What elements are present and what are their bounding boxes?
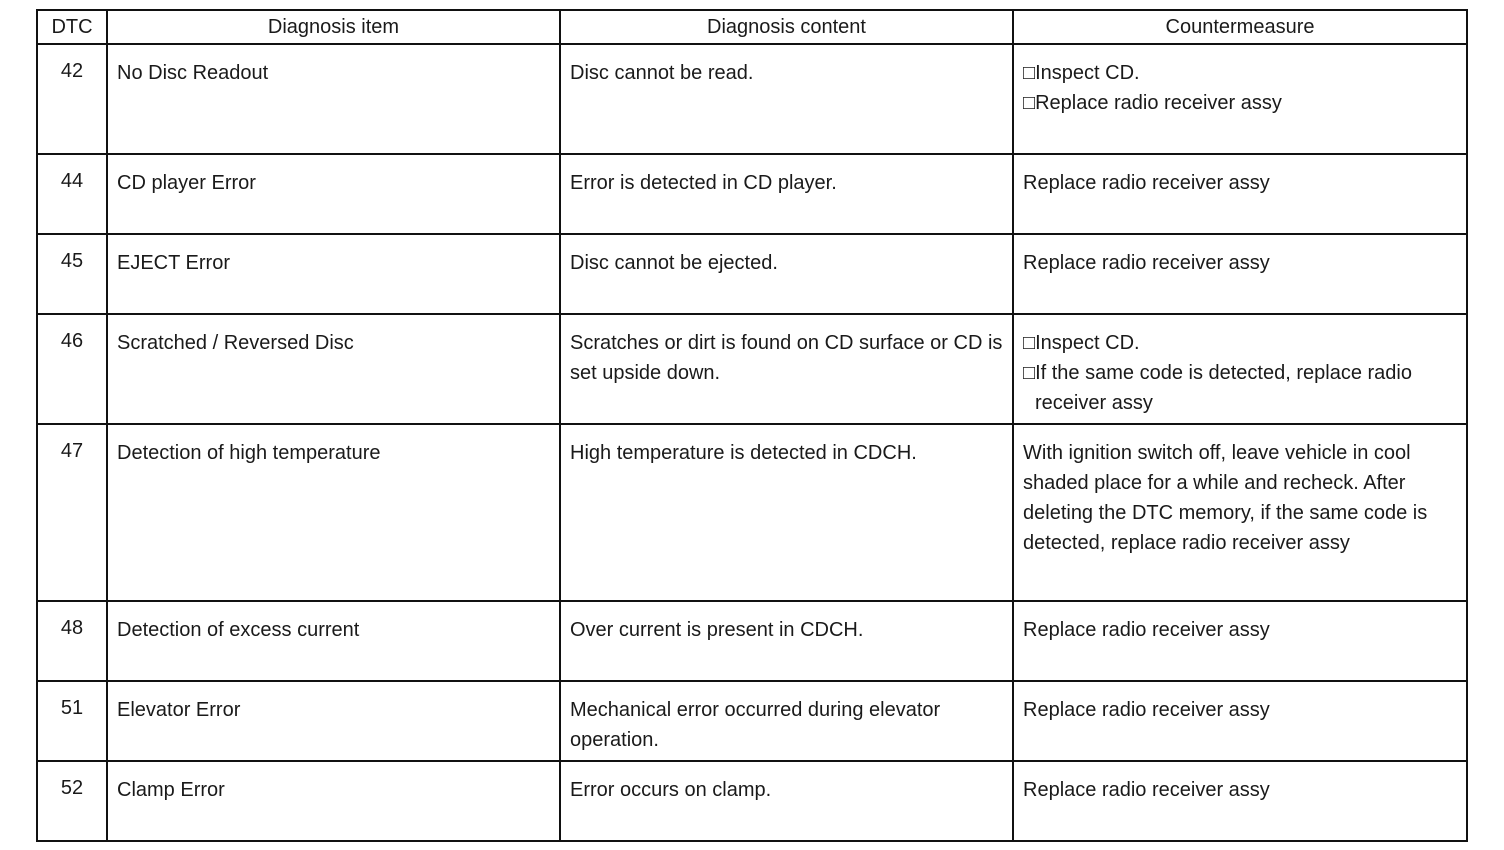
dtc-code: 44 bbox=[37, 154, 107, 234]
diagnosis-content: Disc cannot be ejected. bbox=[560, 234, 1013, 314]
diagnosis-item: EJECT Error bbox=[107, 234, 560, 314]
table-row bbox=[37, 601, 1467, 681]
countermeasure-line: Replace radio receiver assy bbox=[1023, 619, 1270, 641]
countermeasure-line: Replace radio receiver assy bbox=[1023, 779, 1270, 801]
diagnosis-content: Disc cannot be read. bbox=[560, 44, 1013, 154]
countermeasure-line: □Replace radio receiver assy bbox=[1023, 92, 1282, 114]
countermeasure-line: □Inspect CD. bbox=[1023, 62, 1140, 84]
diagnosis-item: Elevator Error bbox=[107, 681, 560, 761]
header-diagnosis-content: Diagnosis content bbox=[560, 10, 1013, 44]
diagnosis-item: Clamp Error bbox=[107, 761, 560, 841]
countermeasure bbox=[1013, 424, 1467, 601]
dtc-code: 42 bbox=[37, 44, 107, 154]
countermeasure bbox=[1013, 314, 1467, 424]
diagnosis-content: High temperature is detected in CDCH. bbox=[560, 424, 1013, 601]
header-countermeasure: Countermeasure bbox=[1013, 10, 1467, 44]
diagnosis-item: No Disc Readout bbox=[107, 44, 560, 154]
diagnosis-item: Detection of high temperature bbox=[107, 424, 560, 601]
header-row bbox=[37, 10, 1467, 44]
diagnosis-content: Error is detected in CD player. bbox=[560, 154, 1013, 234]
table-row bbox=[37, 44, 1467, 154]
dtc-code: 48 bbox=[37, 601, 107, 681]
table-row bbox=[37, 314, 1467, 424]
countermeasure-line: Replace radio receiver assy bbox=[1023, 699, 1270, 721]
header-dtc: DTC bbox=[37, 10, 107, 44]
countermeasure-line: □If the same code is detected, replace radio bbox=[1023, 362, 1412, 384]
countermeasure-line: With ignition switch off, leave vehicle in cool shaded place for a while and recheck. After deleting the DTC memory, if the same code is detected, replace radio receiver assy bbox=[1023, 442, 1428, 554]
countermeasure-line: □Inspect CD. bbox=[1023, 332, 1140, 354]
diagnosis-item: Detection of excess current bbox=[107, 601, 560, 681]
table-row bbox=[37, 424, 1467, 601]
diagnosis-item: CD player Error bbox=[107, 154, 560, 234]
diagnosis-content: Scratches or dirt is found on CD surface or CD is set upside down. bbox=[560, 314, 1013, 424]
table-row bbox=[37, 681, 1467, 761]
dtc-table bbox=[36, 9, 1468, 842]
diagnosis-content: Error occurs on clamp. bbox=[560, 761, 1013, 841]
diagnosis-item: Scratched / Reversed Disc bbox=[107, 314, 560, 424]
diagnosis-content: Mechanical error occurred during elevator operation. bbox=[560, 681, 1013, 761]
dtc-code: 45 bbox=[37, 234, 107, 314]
countermeasure bbox=[1013, 44, 1467, 154]
countermeasure bbox=[1013, 234, 1467, 314]
countermeasure bbox=[1013, 761, 1467, 841]
dtc-code: 47 bbox=[37, 424, 107, 601]
dtc-code: 46 bbox=[37, 314, 107, 424]
dtc-code: 51 bbox=[37, 681, 107, 761]
header-diagnosis-item: Diagnosis item bbox=[107, 10, 560, 44]
dtc-code: 52 bbox=[37, 761, 107, 841]
table-row bbox=[37, 154, 1467, 234]
table-row bbox=[37, 761, 1467, 841]
table-row bbox=[37, 234, 1467, 314]
countermeasure-line: Replace radio receiver assy bbox=[1023, 172, 1270, 194]
countermeasure-line: receiver assy bbox=[1035, 392, 1153, 414]
countermeasure bbox=[1013, 601, 1467, 681]
diagnosis-content: Over current is present in CDCH. bbox=[560, 601, 1013, 681]
countermeasure-line: Replace radio receiver assy bbox=[1023, 252, 1270, 274]
countermeasure bbox=[1013, 681, 1467, 761]
countermeasure bbox=[1013, 154, 1467, 234]
